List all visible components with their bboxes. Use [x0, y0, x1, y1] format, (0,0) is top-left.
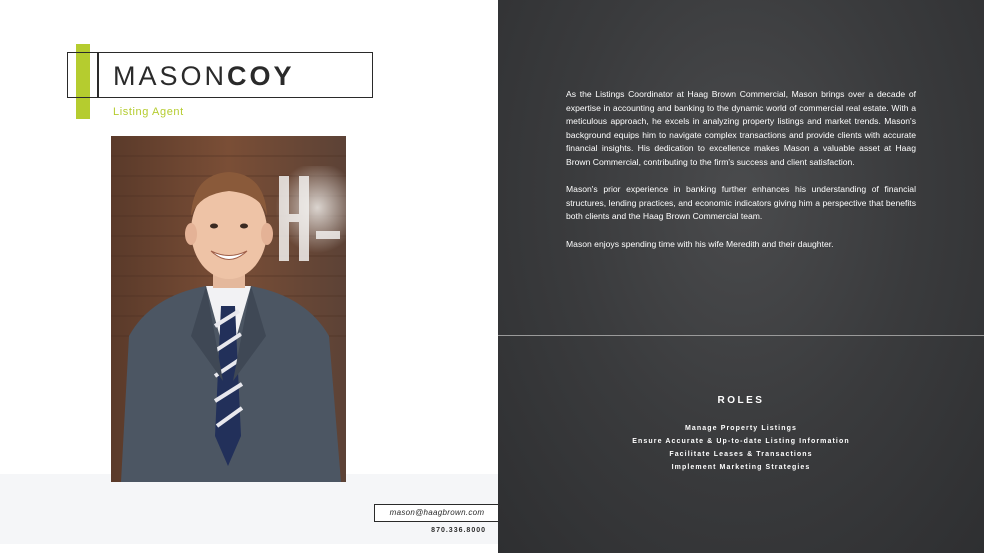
agent-title: Listing Agent	[113, 106, 184, 118]
bio-paragraph: Mason enjoys spending time with his wife Meredith and their daughter.	[566, 238, 834, 249]
role-item: Manage Property Listings	[685, 425, 797, 432]
agent-last-name: COY	[227, 61, 295, 91]
phone-number[interactable]: 870.336.8000	[431, 527, 486, 534]
section-divider	[498, 335, 984, 336]
roles-heading: ROLES	[717, 395, 765, 406]
right-panel	[498, 0, 984, 553]
portrait-illustration	[111, 136, 346, 482]
email-address[interactable]: mason@haagbrown.com	[374, 504, 500, 522]
roles-list	[498, 422, 984, 474]
bio-paragraph: As the Listings Coordinator at Haag Brown Commercial, Mason brings over a decade of expertise in accounting and banking to the dynamic world of commercial real estate. With a meticulous approach, he excels in analyzing property listings and market trends. Mason's background equips him to navigate complex transactions and provide clients with accurate financial insights. His dedication to excellence makes Mason a valuable asset at Haag Brown Commercial, contributing to the firm's success and client satisfaction.	[566, 89, 916, 167]
agent-first-name: MASON	[113, 61, 228, 91]
role-item: Implement Marketing Strategies	[671, 464, 811, 471]
name-frame-divider	[97, 52, 99, 98]
role-item: Ensure Accurate & Up-to-date Listing Information	[632, 438, 850, 445]
agent-photo	[111, 136, 346, 482]
agent-name	[113, 60, 295, 92]
bio-paragraph: Mason's prior experience in banking further enhances his understanding of financial structures, lending practices, and economic indicators giving him a perspective that benefits both clients and the Haag Brown Commercial team.	[566, 184, 916, 222]
role-item: Facilitate Leases & Transactions	[669, 451, 813, 458]
bio-section	[566, 88, 916, 265]
